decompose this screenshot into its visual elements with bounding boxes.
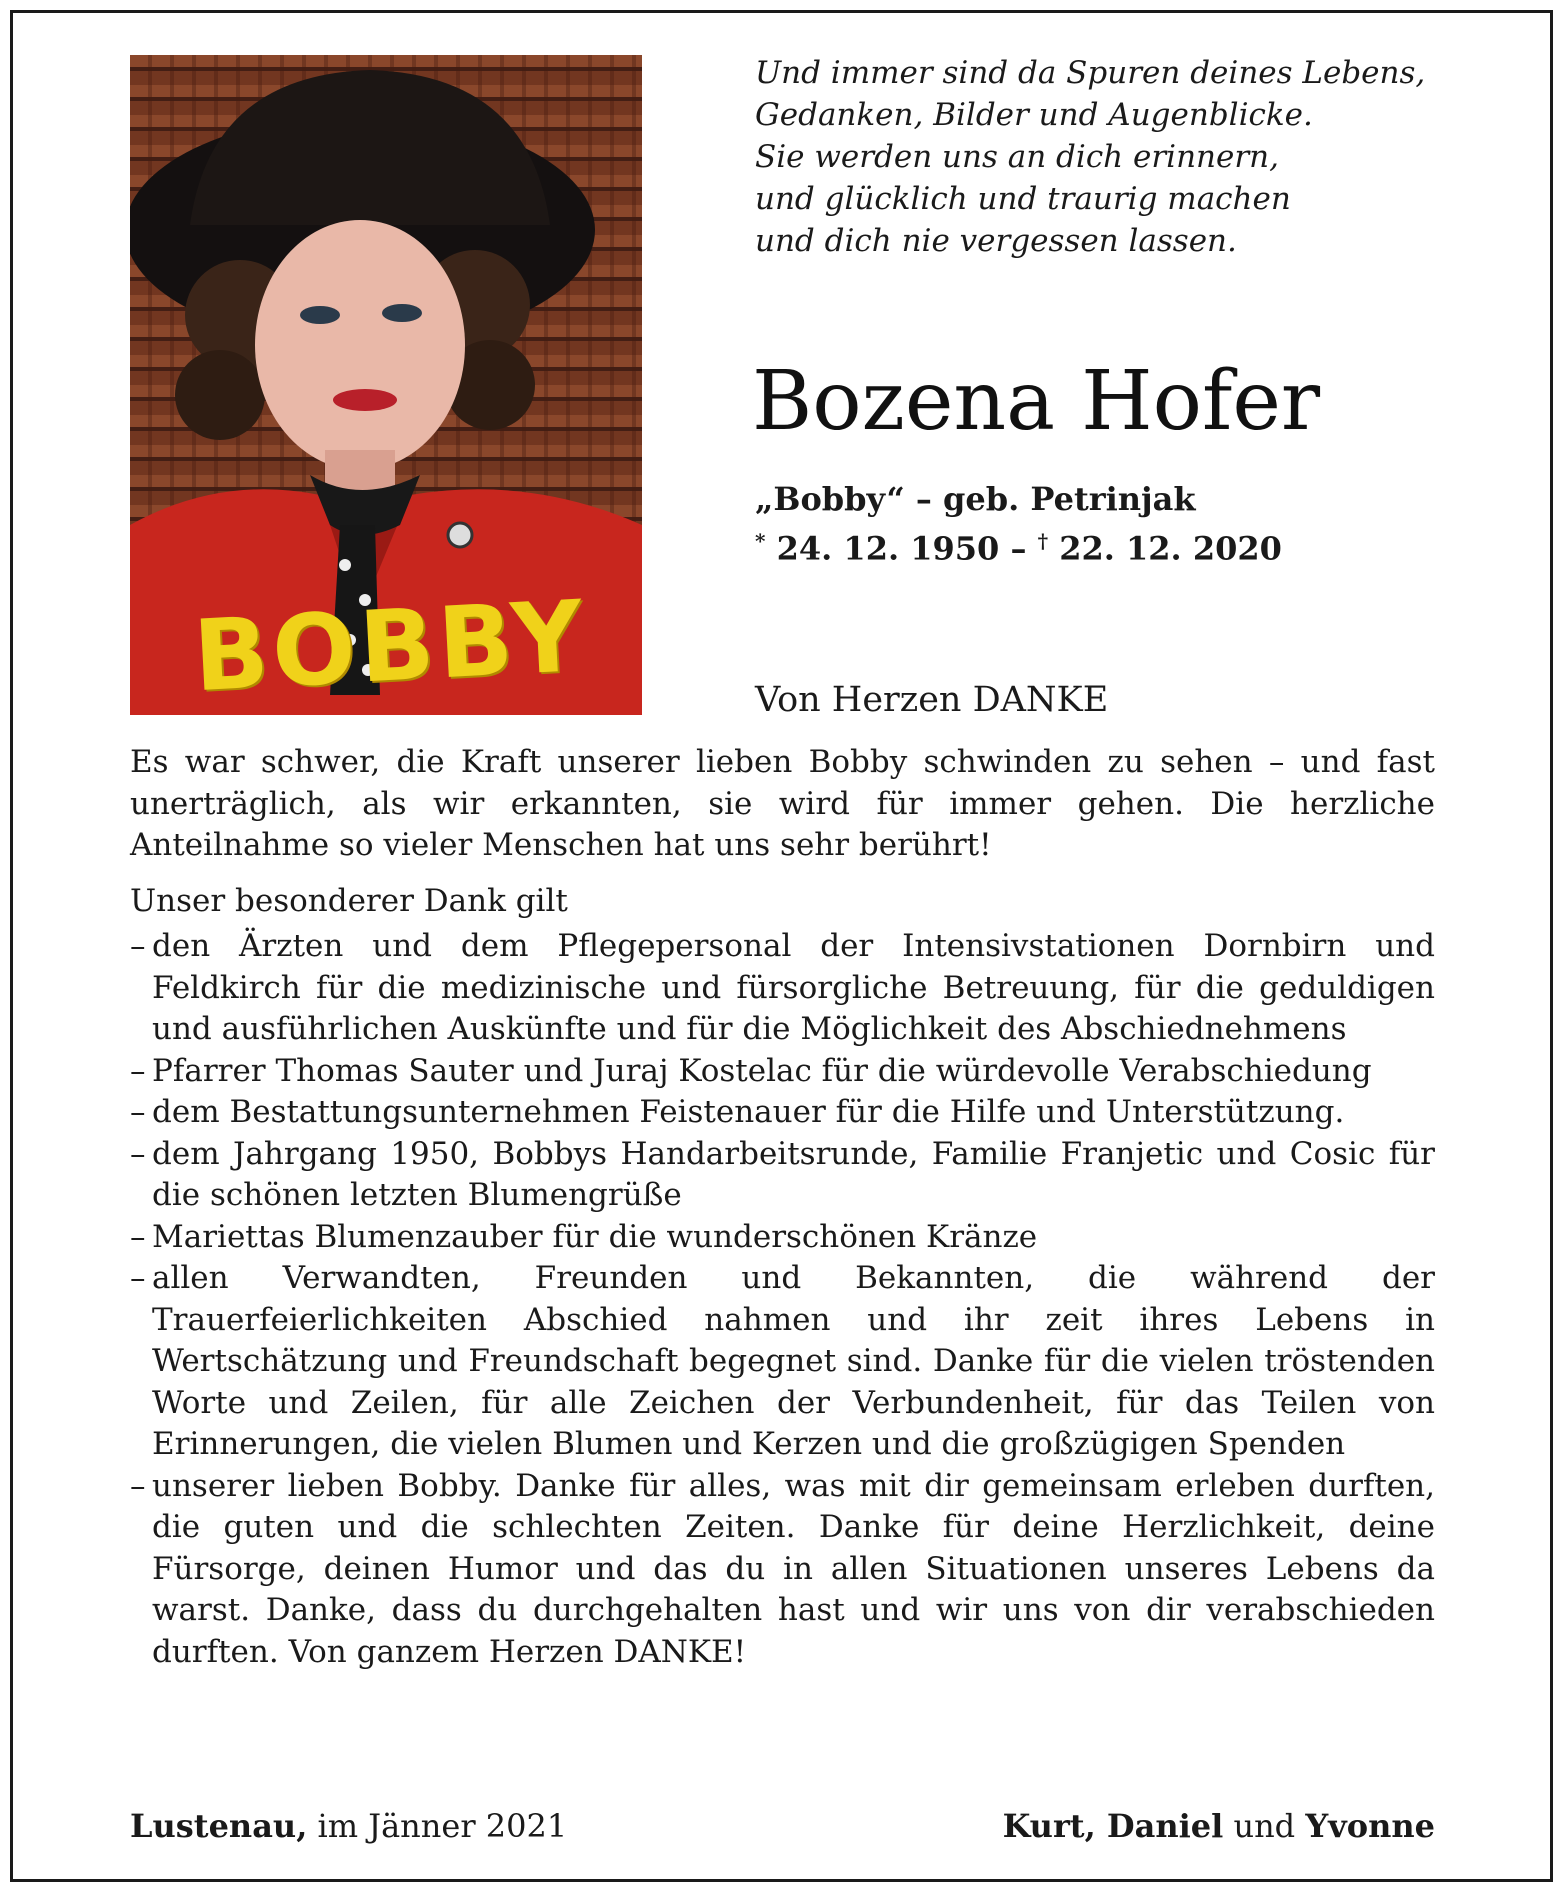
list-item: – unserer lieben Bobby. Danke für alles, was mit dir gemeinsam erleben durften, die guten und die schlechten Zeiten. Danke für deine Herzlichkeit, deine Fürsorge, deinen Humor und das du in allen Situationen unseres Lebens da warst. Danke, dass du durchgehalten hast und wir uns von dir verabschieden durften. Von ganzem Herzen DANKE! <box>130 1466 1435 1674</box>
death-symbol: † <box>1037 529 1049 553</box>
poem-line: Sie werden uns an dich erinnern, <box>755 139 1279 175</box>
list-item: – dem Bestattungsunternehmen Feistenauer für die Hilfe und Unterstützung. <box>130 1092 1435 1134</box>
photo-caption: BOBBY <box>190 579 590 715</box>
date-separator: – <box>999 529 1038 568</box>
signer-comma: , <box>1084 1807 1107 1845</box>
signer-yvonne: Yvonne <box>1305 1807 1435 1845</box>
list-item: – Pfarrer Thomas Sauter und Juraj Kostelac für die würdevolle Verabschiedung <box>130 1051 1435 1093</box>
list-item: – den Ärzten und dem Pflegepersonal der Intensivstationen Dornbirn und Feldkirch für die medizinische und fürsorgliche Betreuung, für die geduldigen und ausführlichen Auskünfte und für die Möglichkeit des Abschiednehmens <box>130 926 1435 1051</box>
list-item: – Mariettas Blumenzauber für die wunderschönen Kränze <box>130 1217 1435 1259</box>
list-item: – allen Verwandten, Freunden und Bekannten, die während der Trauerfeierlichkeiten Abschied nahmen und ihr zeit ihres Lebens in Wertschätzung und Freundschaft begegnet sind. Danke für die vielen tröstenden Worte und Zeilen, für alle Zeichen der Verbundenheit, für das Teilen von Erinnerungen, die vielen Blumen und Kerzen und die großzügigen Spenden <box>130 1258 1435 1466</box>
signer-and: und <box>1223 1807 1306 1845</box>
thanks-heading: Von Herzen DANKE <box>755 680 1109 720</box>
portrait-photo <box>130 55 642 715</box>
dank-gilt-line: Unser besonderer Dank gilt <box>130 882 568 919</box>
deceased-details <box>755 478 1282 570</box>
thanks-list <box>130 926 1435 1673</box>
footer-place-date <box>130 1805 567 1847</box>
footer-signers <box>1003 1805 1435 1847</box>
poem-line: und glücklich und traurig machen <box>755 181 1291 217</box>
birth-symbol: * <box>755 529 766 553</box>
poem-line: Gedanken, Bilder und Augenblicke. <box>755 97 1313 133</box>
poem-line: und dich nie vergessen lassen. <box>755 223 1237 259</box>
signer-daniel: Daniel <box>1106 1807 1224 1845</box>
date: im Jänner 2021 <box>307 1807 568 1845</box>
life-dates <box>755 520 1282 570</box>
deceased-name: Bozena Hofer <box>752 354 1321 449</box>
birth-date: 24. 12. 1950 <box>776 529 1000 568</box>
signer-kurt: Kurt <box>1002 1807 1085 1845</box>
place: Lustenau, <box>130 1807 308 1845</box>
list-item: – dem Jahrgang 1950, Bobbys Handarbeitsrunde, Familie Franjetic und Cosic für die schönen letzten Blumengrüße <box>130 1134 1435 1217</box>
thanks-body <box>130 742 1435 1673</box>
intro-paragraph: Es war schwer, die Kraft unserer lieben Bobby schwinden zu sehen – und fast unerträglich, als wir erkannten, sie wird für immer gehen. Die herzliche Anteilnahme so vieler Menschen hat uns sehr berührt! <box>130 744 1435 863</box>
death-date: 22. 12. 2020 <box>1059 529 1282 568</box>
memorial-poem <box>755 52 1455 262</box>
nickname-line: „Bobby“ – geb. Petrinjak <box>755 480 1196 518</box>
poem-line: Und immer sind da Spuren deines Lebens, <box>755 55 1426 91</box>
